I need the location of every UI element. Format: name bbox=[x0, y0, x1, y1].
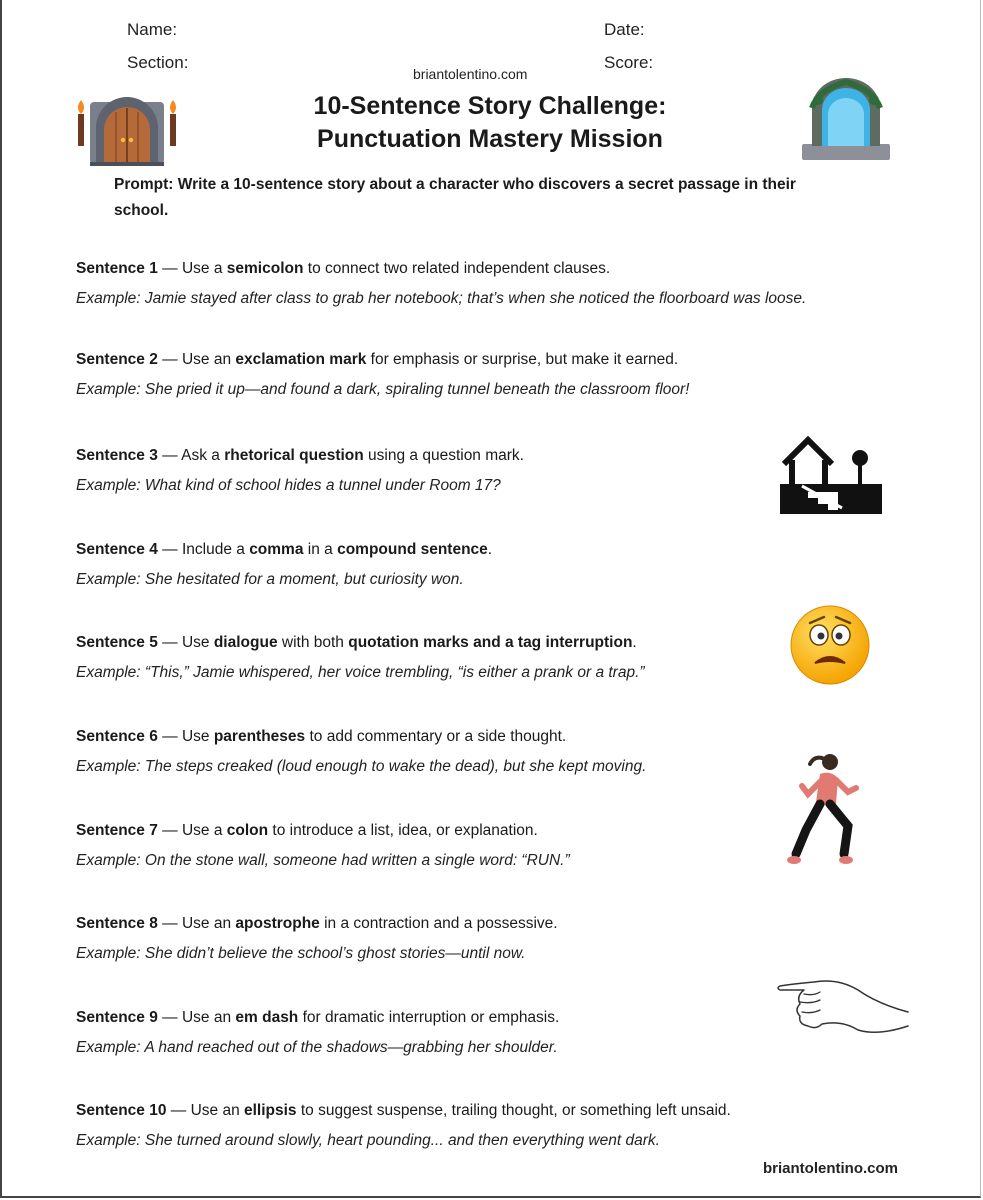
sentence-1 bbox=[76, 259, 906, 309]
sentence-label: Sentence 2 bbox=[76, 351, 158, 368]
example-text: Example: She pried it up—and found a dark, spiraling tunnel beneath the classroom floor! bbox=[76, 381, 690, 398]
punctuation-term: exclamation mark bbox=[235, 351, 367, 368]
title-line-2: Punctuation Mastery Mission bbox=[317, 125, 663, 153]
page-title bbox=[260, 90, 720, 156]
sentence-4 bbox=[76, 540, 906, 590]
sentence-label: Sentence 10 bbox=[76, 1102, 167, 1119]
instruction-text: with both bbox=[277, 634, 349, 651]
instruction-text: to connect two related independent clauses. bbox=[303, 260, 611, 277]
instruction-text: . bbox=[632, 634, 637, 651]
instruction bbox=[76, 259, 906, 279]
sentence-label: Sentence 8 bbox=[76, 915, 158, 932]
site-url-top: briantolentino.com bbox=[413, 66, 528, 82]
section-label: Section: bbox=[127, 53, 189, 72]
instruction bbox=[76, 821, 906, 841]
sentence-label: Sentence 6 bbox=[76, 728, 158, 745]
punctuation-term: semicolon bbox=[226, 260, 304, 277]
example-text: Example: On the stone wall, someone had written a single word: “RUN.” bbox=[76, 852, 570, 869]
sentence-label: Sentence 5 bbox=[76, 634, 158, 651]
instruction-text: . bbox=[487, 541, 493, 558]
sentence-label: Sentence 1 bbox=[76, 260, 158, 277]
sentence-6 bbox=[76, 727, 906, 777]
instruction bbox=[76, 633, 906, 653]
sentence-5 bbox=[76, 633, 906, 683]
site-url-bottom: briantolentino.com bbox=[763, 1160, 898, 1177]
instruction-text: for dramatic interruption or emphasis. bbox=[298, 1009, 560, 1026]
instruction-text: — Use bbox=[157, 728, 214, 745]
instruction bbox=[76, 540, 906, 560]
sentence-label: Sentence 3 bbox=[76, 447, 158, 464]
punctuation-term: rhetorical question bbox=[224, 447, 364, 464]
example-text: Example: “This,” Jamie whispered, her voice trembling, “is either a prank or a trap.” bbox=[76, 664, 645, 681]
instruction bbox=[76, 1101, 906, 1121]
instruction-text: — Use an bbox=[157, 1009, 236, 1026]
sentence-label: Sentence 4 bbox=[76, 541, 158, 558]
instruction-text: — Use an bbox=[157, 351, 236, 368]
punctuation-term: compound sentence bbox=[337, 541, 488, 558]
example-text: Example: A hand reached out of the shadows—grabbing her shoulder. bbox=[76, 1039, 558, 1056]
example-text: Example: What kind of school hides a tunnel under Room 17? bbox=[76, 477, 501, 494]
punctuation-term: comma bbox=[249, 541, 304, 558]
stone-portal-icon bbox=[798, 78, 894, 162]
instruction-text: — Use a bbox=[157, 260, 227, 277]
example-text: Example: She hesitated for a moment, but curiosity won. bbox=[76, 571, 464, 588]
punctuation-term: dialogue bbox=[213, 634, 278, 651]
instruction-text: using a question mark. bbox=[363, 447, 524, 464]
punctuation-term: quotation marks and a tag interruption bbox=[348, 634, 633, 651]
instruction-text: — Use a bbox=[157, 822, 227, 839]
reaching-hand-icon bbox=[776, 974, 910, 1040]
instruction-text: — Use bbox=[157, 634, 214, 651]
sentence-label: Sentence 9 bbox=[76, 1009, 158, 1026]
example-text: Example: Jamie stayed after class to grab her notebook; that’s when she noticed the floorboard was loose. bbox=[76, 290, 807, 307]
instruction-text: — Ask a bbox=[157, 447, 225, 464]
instruction-text: in a contraction and a possessive. bbox=[319, 915, 558, 932]
running-woman-icon bbox=[786, 750, 866, 876]
castle-door-icon bbox=[74, 92, 180, 166]
instruction-text: for emphasis or surprise, but make it earned. bbox=[366, 351, 679, 368]
name-label: Name: bbox=[127, 20, 178, 39]
instruction bbox=[76, 350, 906, 370]
example-text: Example: The steps creaked (loud enough to wake the dead), but she kept moving. bbox=[76, 758, 647, 775]
date-label: Date: bbox=[604, 20, 645, 39]
example-text: Example: She turned around slowly, heart pounding... and then everything went dark. bbox=[76, 1132, 660, 1149]
instruction-text: in a bbox=[303, 541, 338, 558]
sentence-label: Sentence 7 bbox=[76, 822, 158, 839]
scared-emoji-icon bbox=[788, 603, 872, 687]
story-prompt: Prompt: Write a 10-sentence story about a character who discovers a secret passage in their school. bbox=[114, 176, 796, 219]
sentence-8 bbox=[76, 914, 906, 964]
score-label: Score: bbox=[604, 53, 654, 72]
title-line-1: 10-Sentence Story Challenge: bbox=[313, 92, 667, 120]
example-text: Example: She didn’t believe the school’s ghost stories—until now. bbox=[76, 945, 526, 962]
instruction bbox=[76, 727, 906, 747]
punctuation-term: em dash bbox=[235, 1009, 299, 1026]
instruction-text: — Use an bbox=[157, 915, 236, 932]
sentence-2 bbox=[76, 350, 906, 400]
instruction-text: to add commentary or a side thought. bbox=[305, 728, 567, 745]
sentence-10 bbox=[76, 1101, 906, 1151]
instruction-text: — Include a bbox=[157, 541, 250, 558]
punctuation-term: apostrophe bbox=[235, 915, 320, 932]
sentence-7 bbox=[76, 821, 906, 871]
instruction-text: to suggest suspense, trailing thought, or something left unsaid. bbox=[296, 1102, 731, 1119]
punctuation-term: ellipsis bbox=[244, 1102, 297, 1119]
punctuation-term: parentheses bbox=[213, 728, 306, 745]
instruction bbox=[76, 914, 906, 934]
punctuation-term: colon bbox=[226, 822, 269, 839]
house-stairs-icon bbox=[780, 434, 882, 514]
instruction-text: — Use an bbox=[166, 1102, 244, 1119]
instruction-text: to introduce a list, idea, or explanation. bbox=[268, 822, 538, 839]
